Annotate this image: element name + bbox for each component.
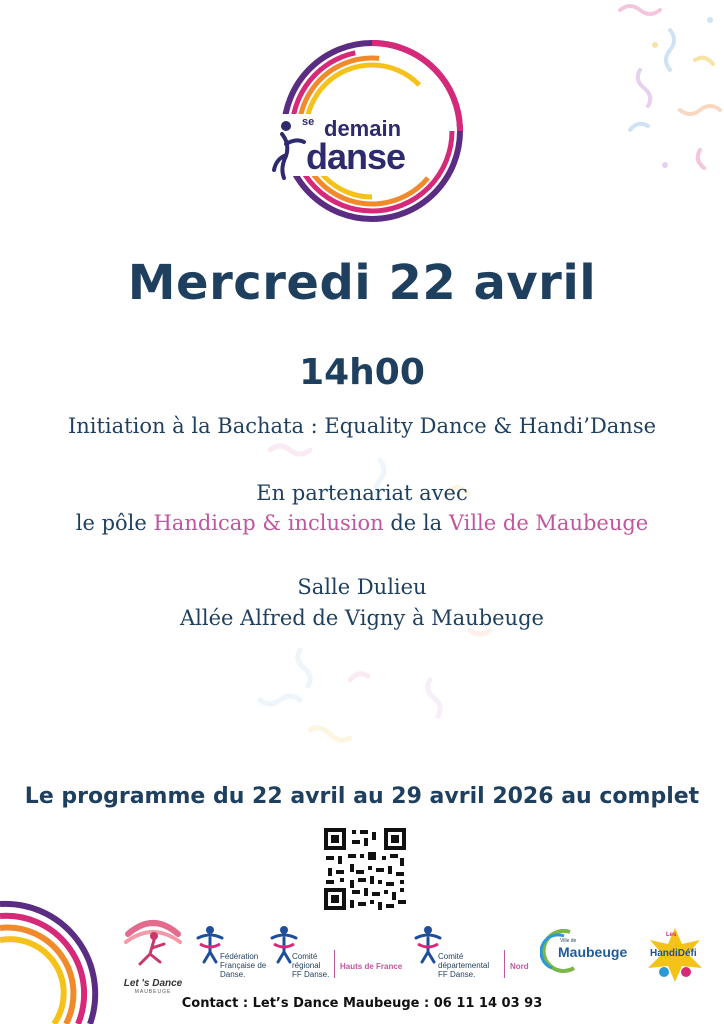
dancer-icon (118, 914, 188, 966)
ffd-text (220, 952, 272, 979)
venue-address: Allée Alfred de Vigny à Maubeuge (180, 606, 544, 630)
contact-text: Contact : Let’s Dance Maubeuge : 06 11 14 03 93 (181, 996, 543, 1011)
logo-word-demain: demain (324, 116, 402, 141)
event-activity: Initiation à la Bachata : Equality Dance & Handi’Danse (67, 414, 657, 438)
partnership-mid: de la (383, 511, 449, 535)
comite-departemental-label: Comité départemental FF Danse. (438, 952, 490, 979)
ville-de-label: Ville de (560, 938, 577, 944)
handidefi-logo (646, 926, 704, 984)
se-demain-danse-logo (272, 36, 468, 226)
comite-departemental-text (438, 952, 500, 979)
hauts-de-france-label: Hauts de France (340, 962, 403, 971)
handidefi-top-label: Les (666, 932, 677, 938)
maubeuge-label: Maubeuge (558, 944, 628, 960)
partnership-prefix: le pôle (75, 511, 154, 535)
partnership-highlight-handicap: Handicap & inclusion (153, 511, 384, 535)
ffd-label: Fédération Française de Danse. (220, 952, 267, 979)
lets-dance-name: Let 's Dance (123, 978, 183, 989)
separator (504, 950, 505, 978)
event-time: 14h00 (299, 352, 425, 393)
lets-dance-logo (118, 914, 188, 994)
logo-word-danse: danse (306, 136, 406, 177)
partnership-highlight-ville: Ville de Maubeuge (448, 511, 649, 535)
confetti-decoration-top (600, 0, 724, 190)
partnership-line-2 (0, 511, 724, 535)
logo-word-se: se (302, 116, 315, 128)
nord-label: Nord (510, 962, 529, 971)
handidefi-label: HandiDéfi (650, 948, 697, 959)
qr-code[interactable] (322, 826, 408, 912)
comite-regional-text (292, 952, 332, 979)
event-date: Mercredi 22 avril (127, 255, 597, 311)
program-text: Le programme du 22 avril au 29 avril 2026 au complet (24, 784, 700, 809)
separator (334, 950, 335, 978)
partnership-line-1: En partenariat avec (256, 481, 468, 505)
comite-regional-label: Comité régional FF Danse. (292, 952, 330, 979)
venue-name: Salle Dulieu (297, 575, 427, 599)
ville-de-maubeuge-logo (540, 928, 640, 974)
lets-dance-subtitle: MAUBEUGE (134, 989, 172, 995)
